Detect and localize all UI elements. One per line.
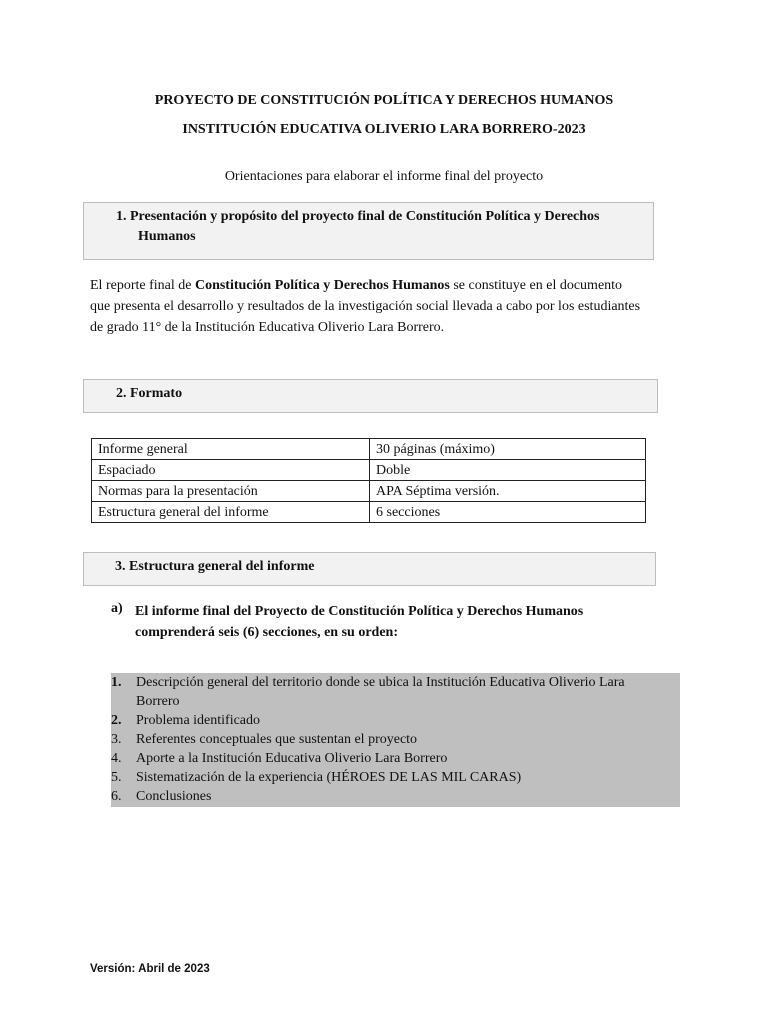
subsection-a-text xyxy=(135,601,655,643)
table-row xyxy=(92,439,646,460)
list-item-line1: Descripción general del territorio donde se ubica la Institución Educativa Oliverio Lara xyxy=(136,675,625,690)
subsection-a-line2: comprenderá seis (6) secciones, en su orden: xyxy=(135,625,398,640)
list-item-line2: Borrero xyxy=(136,694,180,709)
list-item-number: 3. xyxy=(111,732,122,747)
section3-heading: 3. Estructura general del informe xyxy=(115,559,315,574)
table-cell-label: Espaciado xyxy=(92,460,370,481)
table-cell-label: Estructura general del informe xyxy=(92,502,370,523)
format-table xyxy=(91,438,646,523)
list-item-text: Aporte a la Institución Educativa Oliverio Lara Borrero xyxy=(136,751,448,766)
paragraph-rest: se constituye en el documento xyxy=(449,278,623,293)
list-item-text: Referentes conceptuales que sustentan el proyecto xyxy=(136,732,418,747)
table-cell-value: 30 páginas (máximo) xyxy=(370,439,646,460)
section1-heading-line2: Humanos xyxy=(138,229,196,244)
paragraph-intro: El reporte final de xyxy=(90,278,195,293)
table-cell-value: Doble xyxy=(370,460,646,481)
sections-list xyxy=(111,673,680,807)
paragraph-line3: de grado 11° de la Institución Educativa Oliverio Lara Borrero. xyxy=(90,320,445,335)
footer-version: Versión: Abril de 2023 xyxy=(90,963,210,975)
document-title-line1: PROYECTO DE CONSTITUCIÓN POLÍTICA Y DERECHOS HUMANOS xyxy=(154,93,614,108)
section3-heading-box xyxy=(83,552,656,586)
table-row xyxy=(92,502,646,523)
document-subtitle: Orientaciones para elaborar el informe final del proyecto xyxy=(224,169,544,184)
table-row xyxy=(92,460,646,481)
list-item-number: 1. xyxy=(111,675,122,690)
list-item-number: 5. xyxy=(111,770,122,785)
list-item-text: Sistematización de la experiencia (HÉROES DE LAS MIL CARAS) xyxy=(136,770,522,785)
list-item-text: Conclusiones xyxy=(136,789,212,804)
paragraph-bold-title: Constitución Política y Derechos Humanos xyxy=(194,278,450,293)
subsection-a-line1: El informe final del Proyecto de Constitución Política y Derechos Humanos xyxy=(135,604,584,619)
list-item-number: 2. xyxy=(111,713,122,728)
list-item-text xyxy=(136,673,676,711)
section1-paragraph xyxy=(90,275,690,338)
list-item-number: 6. xyxy=(111,789,122,804)
section2-heading: 2. Formato xyxy=(116,386,183,401)
table-cell-value: APA Séptima versión. xyxy=(370,481,646,502)
list-item-number: 4. xyxy=(111,751,122,766)
table-cell-label: Informe general xyxy=(92,439,370,460)
table-cell-label: Normas para la presentación xyxy=(92,481,370,502)
list-item-text: Problema identificado xyxy=(136,713,261,728)
section2-heading-box xyxy=(83,379,658,413)
paragraph-line2: que presenta el desarrollo y resultados de la investigación social llevada a cabo por los estudiantes xyxy=(90,299,641,314)
section1-heading-line1: 1. Presentación y propósito del proyecto final de Constitución Política y Derechos xyxy=(116,209,600,224)
paragraph-line1 xyxy=(90,275,690,296)
table-cell-value: 6 secciones xyxy=(370,502,646,523)
section1-heading-box xyxy=(83,202,654,260)
document-title-line2: INSTITUCIÓN EDUCATIVA OLIVERIO LARA BORRERO-2023 xyxy=(182,122,586,137)
table-row xyxy=(92,481,646,502)
subsection-a-marker: a) xyxy=(111,601,123,616)
